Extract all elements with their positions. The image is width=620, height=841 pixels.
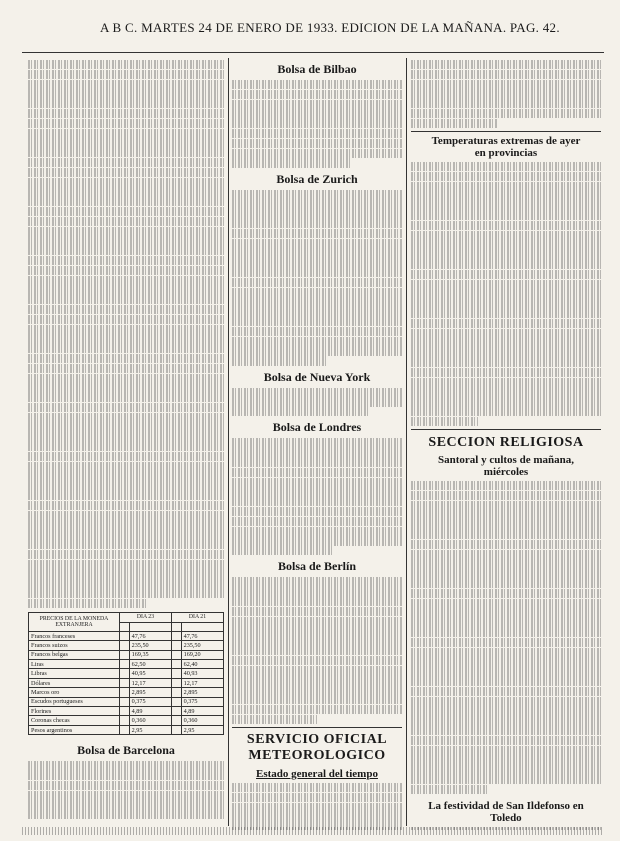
currency-name: Dólares bbox=[29, 678, 120, 687]
currency-int-21 bbox=[171, 660, 181, 669]
heading-servicio-1: SERVICIO OFICIAL bbox=[246, 731, 388, 747]
currency-col-day21: DIA 21 bbox=[171, 613, 223, 622]
currency-value-23: 0,375 bbox=[129, 697, 171, 706]
currency-name: Liras bbox=[29, 660, 120, 669]
currency-int-21 bbox=[171, 725, 181, 734]
currency-int-21 bbox=[171, 697, 181, 706]
page-header: A B C. MARTES 24 DE ENERO DE 1933. EDICION DE LA MAÑANA. PAG. 42. bbox=[100, 20, 560, 35]
currency-value-21: 0,360 bbox=[181, 716, 223, 725]
currency-value-23: 62,50 bbox=[129, 660, 171, 669]
currency-row bbox=[29, 641, 224, 650]
currency-int-23 bbox=[120, 660, 130, 669]
heading-bolsa-barcelona: Bolsa de Barcelona bbox=[77, 743, 175, 758]
currency-row bbox=[29, 725, 224, 734]
heading-santoral-1: Santoral y cultos de mañana, bbox=[438, 454, 574, 467]
currency-int-23 bbox=[120, 650, 130, 659]
heading-bolsa-zurich: Bolsa de Zurich bbox=[276, 171, 358, 186]
heading-bolsa-berlin: Bolsa de Berlín bbox=[277, 559, 356, 574]
currency-int-23 bbox=[120, 678, 130, 687]
currency-value-21: 2,95 bbox=[181, 725, 223, 734]
currency-table bbox=[28, 612, 224, 735]
heading-seccion-religiosa: SECCION RELIGIOSA bbox=[428, 435, 584, 451]
currency-value-21: 47,76 bbox=[181, 631, 223, 640]
currency-value-21: 12,17 bbox=[181, 678, 223, 687]
currency-name: Francos belgas bbox=[29, 650, 120, 659]
heading-estado-general: Estado general del tiempo bbox=[256, 767, 378, 780]
currency-value-21: 169,20 bbox=[181, 650, 223, 659]
currency-int-21 bbox=[171, 688, 181, 697]
heading-festividad-2: Toledo bbox=[490, 812, 522, 825]
currency-int-21 bbox=[171, 631, 181, 640]
currency-table-title: PRECIOS DE LA MONEDA EXTRANJERA bbox=[29, 613, 120, 632]
column-markets bbox=[232, 60, 402, 830]
currency-int-23 bbox=[120, 688, 130, 697]
currency-row bbox=[29, 650, 224, 659]
currency-row bbox=[29, 631, 224, 640]
currency-value-23: 4,89 bbox=[129, 707, 171, 716]
heading-temperaturas-2: en provincias bbox=[474, 147, 538, 160]
currency-row bbox=[29, 707, 224, 716]
currency-name: Marcos oro bbox=[29, 688, 120, 697]
column-finance bbox=[28, 60, 224, 830]
currency-int-23 bbox=[120, 641, 130, 650]
currency-value-23: 12,17 bbox=[129, 678, 171, 687]
currency-name: Francos franceses bbox=[29, 631, 120, 640]
currency-int-21 bbox=[171, 641, 181, 650]
currency-value-23: 235,50 bbox=[129, 641, 171, 650]
currency-value-21: 0,375 bbox=[181, 697, 223, 706]
currency-col-day23: DIA 23 bbox=[120, 613, 172, 622]
currency-value-21: 2,895 bbox=[181, 688, 223, 697]
currency-int-23 bbox=[120, 707, 130, 716]
currency-row bbox=[29, 660, 224, 669]
heading-bolsa-bilbao: Bolsa de Bilbao bbox=[277, 62, 357, 76]
currency-name: Florines bbox=[29, 707, 120, 716]
currency-value-21: 62,40 bbox=[181, 660, 223, 669]
header-rule bbox=[22, 52, 604, 53]
currency-value-21: 40,93 bbox=[181, 669, 223, 678]
heading-bolsa-nueva-york: Bolsa de Nueva York bbox=[263, 369, 371, 384]
currency-row bbox=[29, 697, 224, 706]
currency-int-21 bbox=[171, 678, 181, 687]
heading-santoral-2: miércoles bbox=[483, 466, 529, 479]
currency-int-21 bbox=[171, 707, 181, 716]
currency-int-21 bbox=[171, 716, 181, 725]
currency-value-23: 47,76 bbox=[129, 631, 171, 640]
currency-row bbox=[29, 669, 224, 678]
heading-temperaturas-1: Temperaturas extremas de ayer bbox=[431, 135, 581, 148]
column-rule-1 bbox=[228, 58, 229, 826]
currency-name: Pesos argentinos bbox=[29, 725, 120, 734]
currency-value-21: 235,50 bbox=[181, 641, 223, 650]
currency-row bbox=[29, 716, 224, 725]
currency-name: Coronas checas bbox=[29, 716, 120, 725]
currency-int-23 bbox=[120, 725, 130, 734]
currency-int-23 bbox=[120, 669, 130, 678]
currency-value-23: 40,95 bbox=[129, 669, 171, 678]
currency-int-23 bbox=[120, 631, 130, 640]
heading-servicio-2: METEOROLOGICO bbox=[248, 747, 386, 763]
currency-value-23: 2,895 bbox=[129, 688, 171, 697]
currency-value-23: 169,35 bbox=[129, 650, 171, 659]
currency-int-21 bbox=[171, 650, 181, 659]
currency-value-21: 4,89 bbox=[181, 707, 223, 716]
currency-int-23 bbox=[120, 697, 130, 706]
currency-name: Escudos portugueses bbox=[29, 697, 120, 706]
heading-bolsa-londres: Bolsa de Londres bbox=[272, 420, 362, 435]
column-weather-religion bbox=[411, 60, 601, 830]
currency-int-23 bbox=[120, 716, 130, 725]
currency-row bbox=[29, 688, 224, 697]
currency-row bbox=[29, 678, 224, 687]
currency-int-21 bbox=[171, 669, 181, 678]
currency-value-23: 0,360 bbox=[129, 716, 171, 725]
column-rule-2 bbox=[406, 58, 407, 826]
currency-name: Libras bbox=[29, 669, 120, 678]
currency-name: Francos suizos bbox=[29, 641, 120, 650]
footer-strip bbox=[22, 827, 602, 835]
heading-festividad-1: La festividad de San Ildefonso en bbox=[428, 800, 584, 813]
currency-value-23: 2,95 bbox=[129, 725, 171, 734]
